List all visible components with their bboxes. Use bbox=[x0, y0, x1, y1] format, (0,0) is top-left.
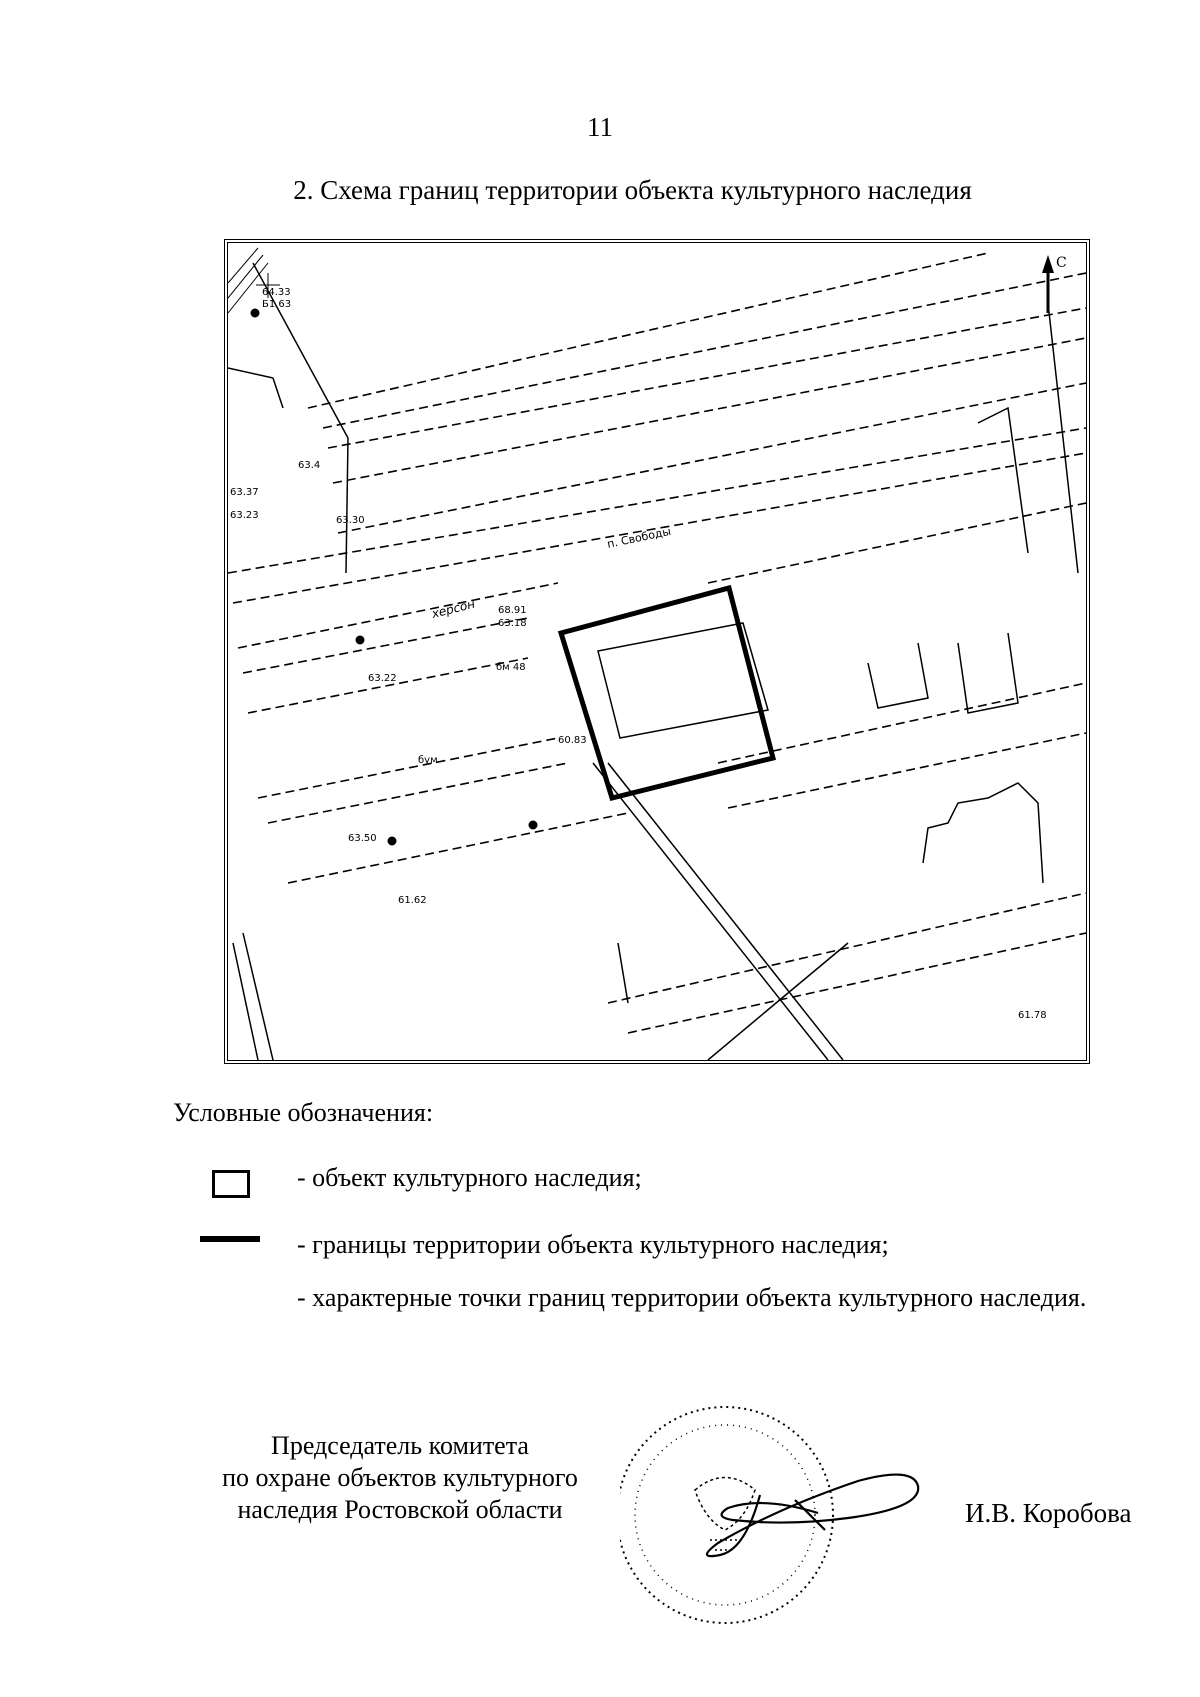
signer-position-line: Председатель комитета bbox=[271, 1431, 529, 1460]
street-label: херсон bbox=[430, 596, 477, 621]
map-label: 63.50 bbox=[348, 833, 377, 844]
legend-item-object: - объект культурного наследия; bbox=[297, 1163, 642, 1192]
map-label: 60.83 bbox=[558, 735, 587, 746]
page-title: 2. Схема границ территории объекта культурного наследия bbox=[293, 175, 972, 205]
signature-icon bbox=[707, 1475, 918, 1557]
map-label: 64.33 bbox=[262, 287, 291, 298]
map-label: 61.78 bbox=[1018, 1010, 1047, 1021]
map-label: 63.37 bbox=[230, 487, 259, 498]
map-label: 68.91 bbox=[498, 605, 527, 616]
map-label: бум bbox=[418, 755, 438, 766]
legend-item-boundary: - границы территории объекта культурного наследия; bbox=[297, 1230, 889, 1259]
signer-position-line: по охране объектов культурного bbox=[222, 1463, 578, 1492]
square-outline-icon bbox=[212, 1170, 250, 1198]
thick-line-icon bbox=[200, 1236, 260, 1242]
map-drawing bbox=[228, 243, 1086, 1060]
page-number: 11 bbox=[587, 112, 613, 142]
legend-item-points: - характерные точки границ территории объекта культурного наследия. bbox=[297, 1283, 1087, 1312]
map-label: 63.22 bbox=[368, 673, 397, 684]
official-stamp-and-signature bbox=[620, 1400, 940, 1640]
street-label: п. Свободы bbox=[605, 524, 673, 551]
map-label: 63.23 bbox=[230, 510, 259, 521]
signer-name: И.В. Коробова bbox=[965, 1498, 1132, 1528]
legend-title: Условные обозначения: bbox=[173, 1098, 434, 1127]
map-label: Б1 63 bbox=[262, 299, 292, 310]
seal-icon bbox=[620, 1407, 833, 1623]
map-label: 61.62 bbox=[398, 895, 427, 906]
map-label: 63.4 bbox=[298, 460, 321, 471]
north-arrow-label: С bbox=[1056, 255, 1067, 271]
map-label: бм 48 bbox=[496, 662, 526, 673]
map-label: 63.18 bbox=[498, 618, 527, 629]
signer-position bbox=[180, 1430, 620, 1526]
north-arrow-icon bbox=[1042, 255, 1067, 313]
signer-position-line: наследия Ростовской области bbox=[237, 1495, 563, 1524]
map-label: 63.30 bbox=[336, 515, 365, 526]
boundary-map bbox=[224, 239, 1090, 1064]
